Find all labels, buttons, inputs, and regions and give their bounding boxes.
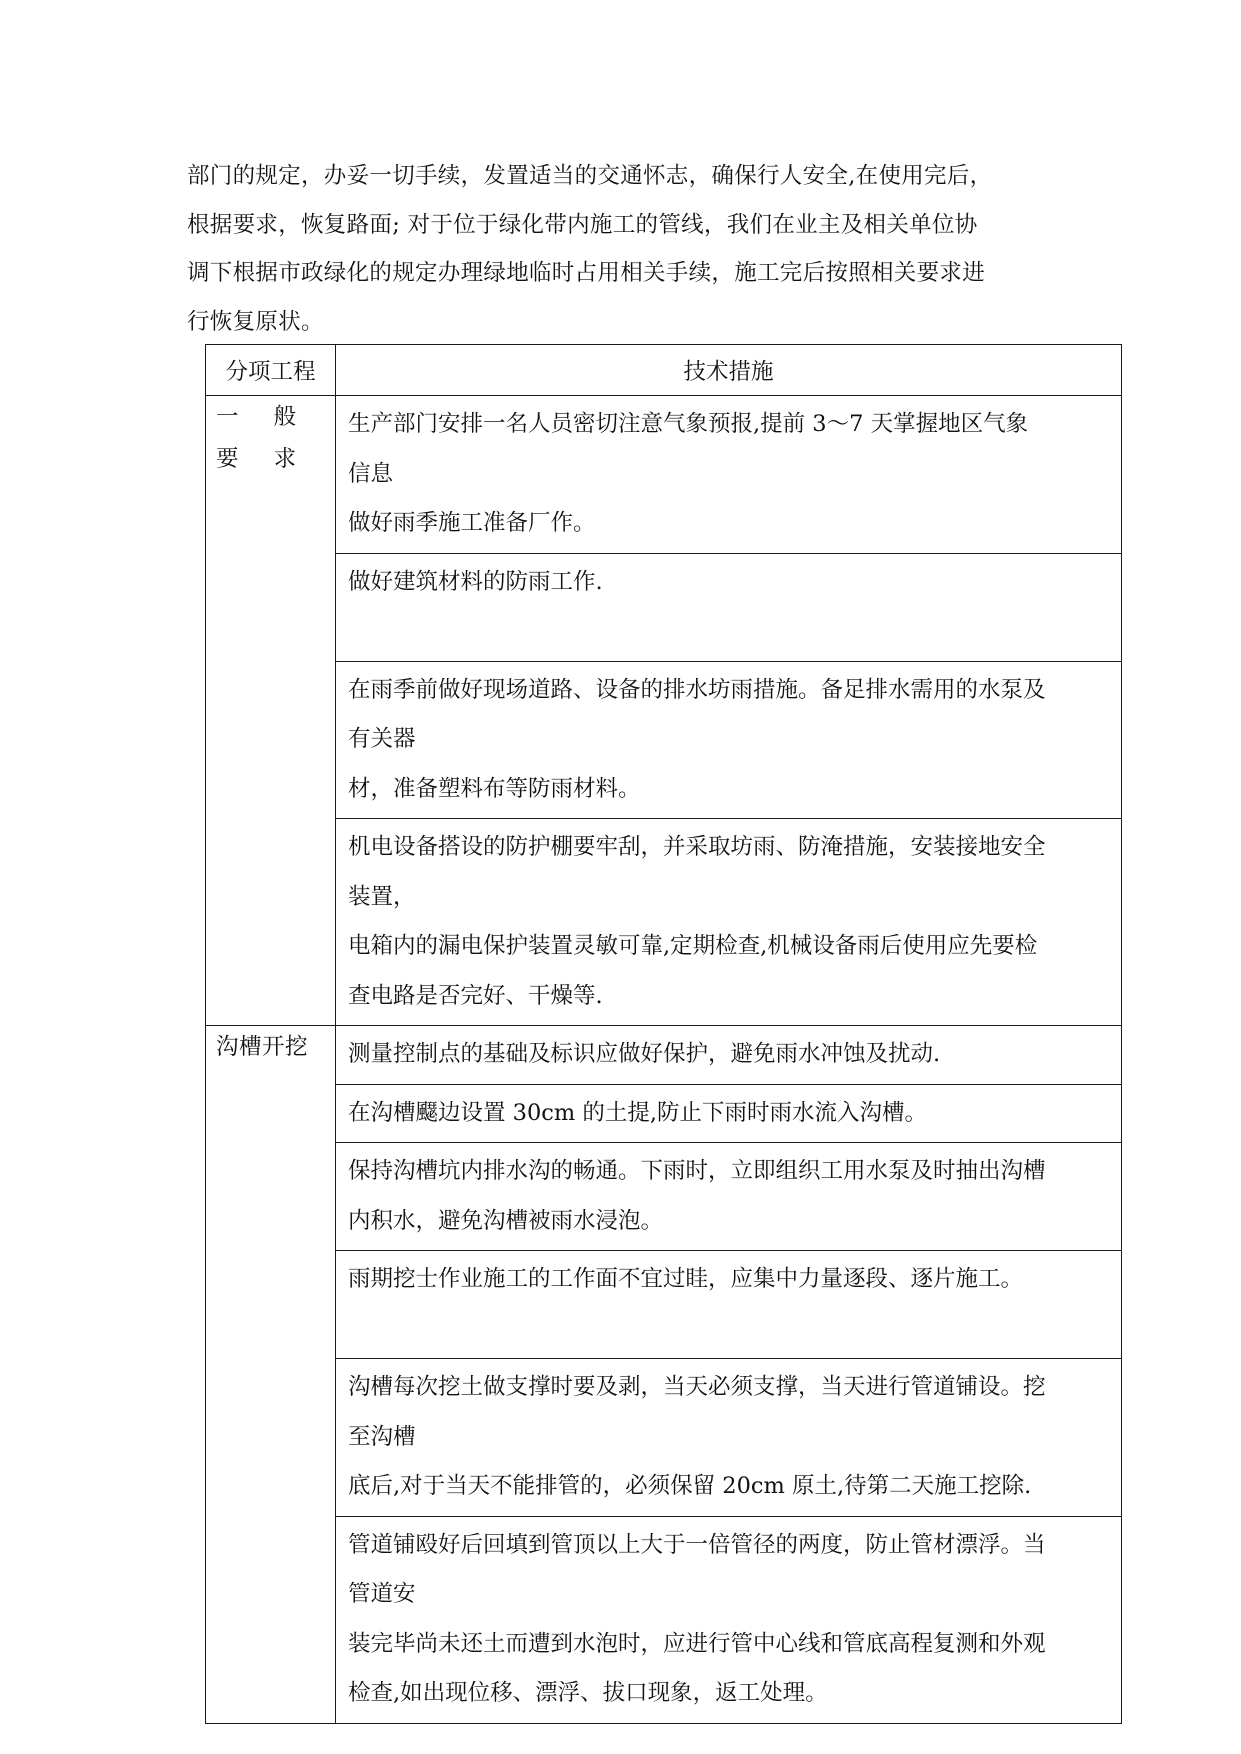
- measure-line: 沟槽每次挖土做支撑时要及剥，当天必须支撑，当天进行管道铺设。挖: [348, 1374, 1046, 1400]
- measure-line: 装置，: [348, 883, 416, 910]
- intro-line: 行恢复原状。: [187, 308, 324, 335]
- measure-cell: [336, 1359, 1122, 1517]
- intro-line: 调下根据市政绿化的规定办理绿地临时占用相关手续，施工完后按照相关要求进: [187, 260, 986, 286]
- measure-cell: [336, 1516, 1122, 1723]
- measure-cell: [336, 553, 1122, 661]
- intro-line: 根据要求，恢复路面; 对于位于绿化带内施工的管线，我们在业主及相关单位协: [187, 211, 978, 238]
- intro-paragraph: [187, 152, 1067, 346]
- measure-cell: [336, 819, 1122, 1026]
- table-row: [206, 819, 1122, 1026]
- measure-line: 电箱内的漏电保护装置灵敏可靠,定期检查,机械设备雨后使用应先要检: [348, 933, 1038, 959]
- table-header-row: [206, 345, 1122, 396]
- measure-line: 雨期挖士作业施工的工作面不宜过眭，应集中力量逐段、逐片施工。: [348, 1266, 1024, 1292]
- measure-line: 生产部门安排一名人员密切注意气象预报,提前 3～7 天掌握地区气象: [348, 411, 1029, 437]
- category-cell: 沟槽开挖: [206, 1026, 336, 1724]
- table-row: [206, 1026, 1122, 1085]
- table-row: [206, 553, 1122, 661]
- measure-line: 测量控制点的基础及标识应做好保护，避免雨水冲蚀及扰动.: [348, 1041, 941, 1067]
- measure-line: 管道铺殴好后回填到管顶以上大于一倍管径的两度，防止管材漂浮。当: [348, 1531, 1046, 1558]
- table-body: [206, 396, 1122, 1724]
- measure-line: 做好雨季施工准备厂作。: [348, 510, 596, 536]
- measure-cell: [336, 1026, 1122, 1085]
- measure-line: 机电设备搭设的防护棚要牢刮，并采取坊雨、防淹措施，安装接地安全: [348, 834, 1046, 860]
- table-row: [206, 1084, 1122, 1143]
- measure-line: 至沟槽: [348, 1423, 416, 1450]
- table-row: [206, 1251, 1122, 1359]
- category-cell: 一 般 要 求: [206, 396, 336, 1026]
- measure-line: 内积水，避免沟槽被雨水浸泡。: [348, 1207, 664, 1234]
- measure-cell: [336, 661, 1122, 819]
- measure-line: 检查,如出现位移、漂浮、拔口现象，返工处理。: [348, 1680, 828, 1706]
- intro-line: 部门的规定，办妥一切手续，发置适当的交通怀志，确保行人安全,在使用完后，: [187, 163, 993, 189]
- measure-line: [348, 607, 1111, 657]
- measure-line: 管道安: [348, 1581, 416, 1607]
- table-row: [206, 661, 1122, 819]
- table-row: [206, 1143, 1122, 1251]
- measure-line: 在沟槽飋边设置 30cm 的土提,防止下雨时雨水流入沟槽。: [348, 1099, 928, 1126]
- measure-cell: [336, 396, 1122, 554]
- technical-measures-table: [205, 344, 1122, 1724]
- table-row: [206, 1516, 1122, 1723]
- measure-line: 保持沟槽坑内排水沟的畅通。下雨时，立即组织工用水泵及时抽出沟槽: [348, 1158, 1046, 1184]
- table-row: [206, 1359, 1122, 1517]
- measure-line: 查电路是否完好、干燥等.: [348, 982, 603, 1009]
- measure-line: 装完毕尚未还土而遭到水泡时，应进行管中心线和管底高程复测和外观: [348, 1630, 1046, 1657]
- measure-line: 信息: [348, 460, 394, 487]
- measure-cell: [336, 1251, 1122, 1359]
- header-category: 分项工程: [206, 345, 336, 396]
- measure-line: 底后,对于当天不能排管的，必须保留 20cm 原土,待第二天施工挖除.: [348, 1473, 1032, 1499]
- table-row: [206, 396, 1122, 554]
- measure-cell: [336, 1143, 1122, 1251]
- header-measures: 技术措施: [336, 345, 1122, 396]
- measure-line: [348, 1305, 1111, 1355]
- measure-line: 在雨季前做好现场道路、设备的排水坊雨措施。备足排水需用的水泵及: [348, 676, 1046, 703]
- measure-line: 有关器: [348, 726, 416, 752]
- measure-line: 做好建筑材料的防雨工作.: [348, 568, 603, 595]
- measure-line: 材，准备塑料布等防雨材料。: [348, 775, 641, 802]
- measure-cell: [336, 1084, 1122, 1143]
